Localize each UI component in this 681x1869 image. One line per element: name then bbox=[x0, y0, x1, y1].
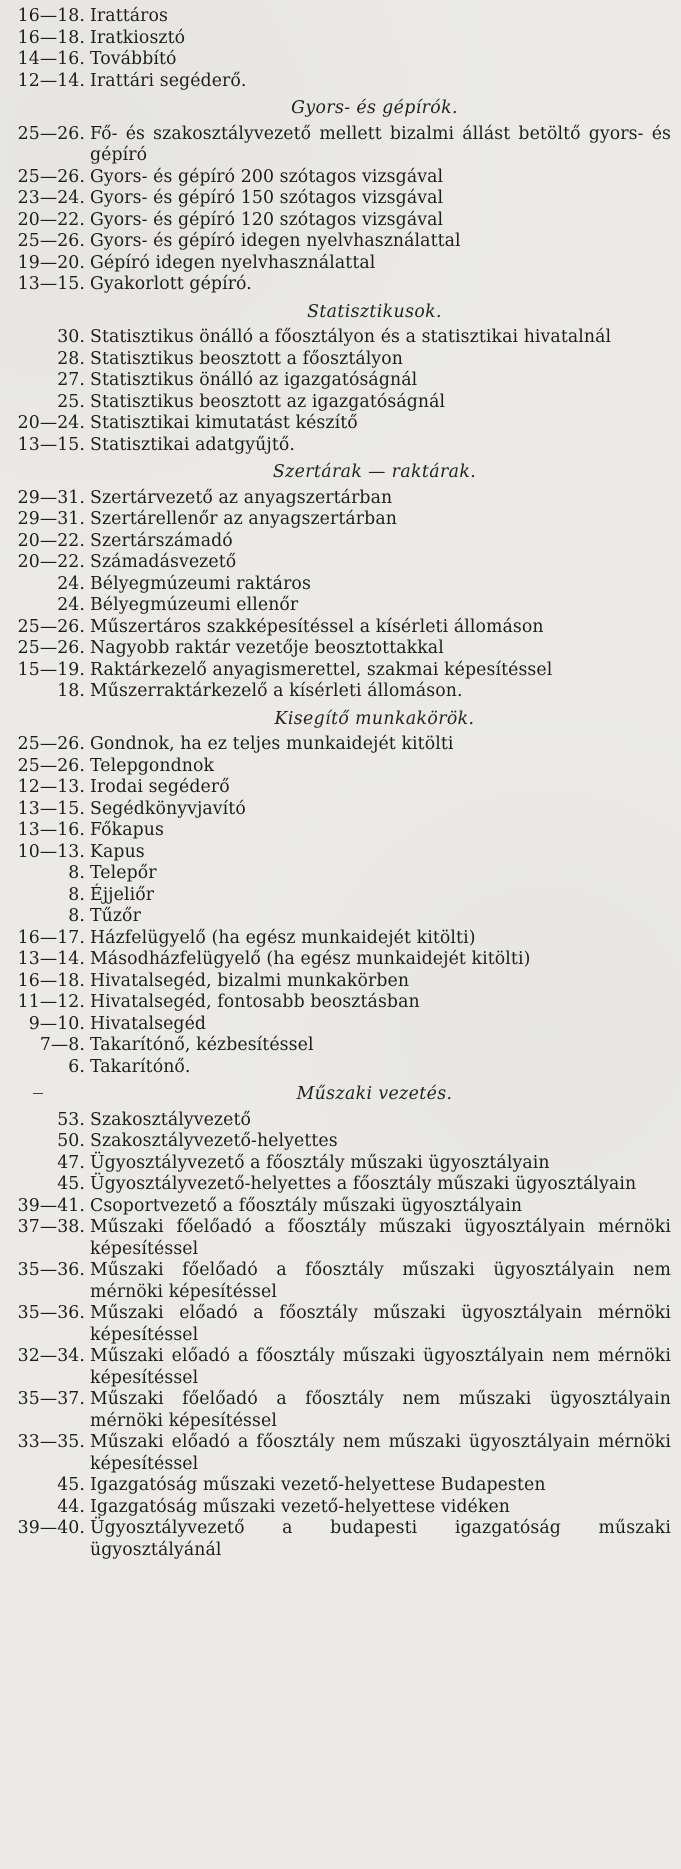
list-item bbox=[6, 1035, 673, 1057]
list-item bbox=[6, 49, 673, 71]
section-heading: Statisztikusok. bbox=[307, 301, 442, 322]
grade-number: 24. bbox=[57, 595, 85, 615]
list-item bbox=[6, 231, 673, 253]
grade-number: 35—36. bbox=[17, 1260, 85, 1280]
position-title: Szertárvezető az anyagszertárban bbox=[90, 487, 393, 508]
list-item bbox=[6, 842, 673, 864]
position-title: Főkapus bbox=[90, 820, 164, 840]
section-heading: Műszaki vezetés. bbox=[296, 1084, 453, 1104]
grade-number: 45. bbox=[57, 1475, 85, 1495]
list-item bbox=[6, 1518, 673, 1561]
position-title: Igazgatóság műszaki vezető-helyettese vidéken bbox=[90, 1496, 511, 1517]
position-title: Statisztikus önálló a főosztályon és a statisztikai hivatalnál bbox=[90, 327, 612, 347]
list-item bbox=[6, 595, 673, 617]
grade-number: 11—12. bbox=[17, 992, 85, 1012]
position-title: Ügyosztályvezető-helyettes a főosztály műszaki ügyosztályain bbox=[90, 1174, 637, 1194]
grade-number: 30. bbox=[57, 327, 85, 347]
position-title: Tűzőr bbox=[90, 906, 141, 926]
grade-number: 10—13. bbox=[17, 841, 85, 862]
position-title: Bélyegmúzeumi ellenőr bbox=[90, 595, 299, 615]
position-title: Éjjeliőr bbox=[90, 884, 155, 905]
grade-number: 13—15. bbox=[17, 434, 85, 455]
position-title: Statisztikus beosztott az igazgatóságnál bbox=[90, 391, 446, 412]
position-title: Irodai segéderő bbox=[90, 777, 230, 797]
position-title: Műszaki előadó a főosztály nem műszaki ügyosztályain mérnöki képesítéssel bbox=[90, 1432, 671, 1474]
list-item bbox=[6, 552, 673, 574]
list-item bbox=[6, 1110, 673, 1132]
grade-number: 8. bbox=[68, 863, 85, 883]
position-title: Takarítónő. bbox=[90, 1056, 191, 1077]
position-title: Irattáros bbox=[90, 6, 169, 26]
grade-number: 18. bbox=[57, 681, 85, 701]
grade-number: 25—26. bbox=[17, 616, 85, 637]
margin-dash bbox=[33, 1093, 43, 1094]
list-item bbox=[6, 210, 673, 232]
grade-number: 39—40. bbox=[17, 1518, 85, 1538]
grade-number: 20—22. bbox=[17, 552, 85, 572]
grade-number: 35—37. bbox=[17, 1389, 85, 1409]
grade-number: 33—35. bbox=[17, 1432, 85, 1452]
list-item bbox=[6, 1196, 673, 1218]
list-item bbox=[6, 863, 673, 885]
position-title: Igazgatóság műszaki vezető-helyettese Budapesten bbox=[90, 1475, 546, 1495]
position-title: Szakosztályvezető bbox=[90, 1109, 252, 1130]
grade-number: 20—24. bbox=[17, 413, 85, 433]
position-title: Gyors- és gépíró 200 szótagos vizsgával bbox=[90, 166, 444, 187]
grade-number: 7—8. bbox=[39, 1035, 85, 1055]
grade-number: 20—22. bbox=[17, 209, 85, 230]
list-item bbox=[6, 1303, 673, 1346]
position-title: Műszaki főelőadó a főosztály nem műszaki ügyosztályain mérnöki képesítéssel bbox=[90, 1389, 671, 1431]
grade-number: 16—18. bbox=[17, 27, 85, 48]
list-item bbox=[6, 349, 673, 371]
grade-number: 13—16. bbox=[17, 820, 85, 840]
list-item bbox=[6, 28, 673, 50]
grade-number: 13—15. bbox=[17, 274, 85, 294]
list-item bbox=[6, 885, 673, 907]
position-title: Műszaki főelőadó a főosztály műszaki ügyosztályain nem mérnöki képesítéssel bbox=[90, 1260, 671, 1302]
list-item bbox=[6, 1217, 673, 1260]
grade-number: 13—15. bbox=[17, 798, 85, 819]
grade-number: 16—18. bbox=[17, 6, 85, 26]
list-item bbox=[6, 188, 673, 210]
position-title: Gyors- és gépíró idegen nyelvhasználattal bbox=[90, 231, 461, 251]
section-heading: Kisegítő munkakörök. bbox=[274, 708, 475, 729]
list-item bbox=[6, 1153, 673, 1175]
position-title: Statisztikai kimutatást készítő bbox=[90, 413, 358, 433]
grade-number: 8. bbox=[68, 884, 85, 905]
grade-number: 19—20. bbox=[17, 252, 85, 273]
grade-number: 9—10. bbox=[28, 1013, 85, 1034]
grade-number: 12—13. bbox=[17, 777, 85, 797]
position-title: Raktárkezelő anyagismerettel, szakmai képesítéssel bbox=[90, 659, 553, 680]
list-item bbox=[6, 1131, 673, 1153]
list-item bbox=[6, 1057, 673, 1079]
list-item bbox=[6, 167, 673, 189]
list-item bbox=[6, 413, 673, 435]
grade-number: 37—38. bbox=[17, 1217, 85, 1237]
grade-number: 25. bbox=[57, 391, 85, 412]
list-item bbox=[6, 949, 673, 971]
position-title: Számadásvezető bbox=[90, 552, 237, 572]
list-item bbox=[6, 681, 673, 703]
position-title: Szertárszámadó bbox=[90, 530, 233, 551]
list-item bbox=[6, 1432, 673, 1475]
position-title: Gyors- és gépíró 120 szótagos vizsgával bbox=[90, 209, 444, 230]
list-item bbox=[6, 1174, 673, 1196]
position-title: Csoportvezető a főosztály műszaki ügyosztályain bbox=[90, 1195, 523, 1216]
grade-number: 27. bbox=[57, 370, 85, 390]
position-title: Gondnok, ha ez teljes munkaidejét kitölti bbox=[90, 734, 454, 754]
position-title: Ügyosztályvezető a főosztály műszaki ügyosztályain bbox=[90, 1152, 550, 1173]
list-item bbox=[6, 574, 673, 596]
position-title: Segédkönyvjavító bbox=[90, 798, 246, 819]
list-item bbox=[6, 392, 673, 414]
position-title: Műszaki előadó a főosztály műszaki ügyosztályain mérnöki képesítéssel bbox=[90, 1303, 671, 1345]
section-auxiliary bbox=[6, 703, 673, 1079]
position-title: Irattári segéderő. bbox=[90, 70, 247, 91]
list-item bbox=[6, 971, 673, 993]
grade-number: 25—26. bbox=[17, 231, 85, 251]
list-item bbox=[6, 660, 673, 682]
grade-number: 12—14. bbox=[17, 70, 85, 91]
position-title: Házfelügyelő (ha egész munkaidejét kitölti) bbox=[90, 927, 476, 948]
position-title: Szertárellenőr az anyagszertárban bbox=[90, 509, 397, 529]
list-item bbox=[6, 327, 673, 349]
list-item bbox=[6, 531, 673, 553]
grade-number: 39—41. bbox=[17, 1195, 85, 1216]
list-item bbox=[6, 638, 673, 660]
position-title: Bélyegmúzeumi raktáros bbox=[90, 573, 311, 594]
position-title: Gépíró idegen nyelvhasználattal bbox=[90, 252, 376, 273]
grade-number: 8. bbox=[68, 906, 85, 926]
position-title: Hivatalsegéd bbox=[90, 1013, 207, 1034]
list-item bbox=[6, 488, 673, 510]
list-item bbox=[6, 756, 673, 778]
position-title: Műszaki főelőadó a főosztály műszaki ügyosztályain mérnöki képesítéssel bbox=[90, 1217, 671, 1259]
grade-number: 16—17. bbox=[17, 927, 85, 948]
position-title: Hivatalsegéd, bizalmi munkakörben bbox=[90, 970, 410, 991]
grade-number: 28. bbox=[57, 348, 85, 369]
grade-number: 25—26. bbox=[17, 734, 85, 754]
list-item bbox=[6, 734, 673, 756]
grade-number: 25—26. bbox=[17, 755, 85, 776]
list-item bbox=[6, 799, 673, 821]
position-title: Kapus bbox=[90, 841, 145, 862]
grade-number: 6. bbox=[68, 1056, 85, 1077]
list-item bbox=[6, 1346, 673, 1389]
section-records bbox=[6, 6, 673, 92]
grade-number: 53. bbox=[57, 1109, 85, 1130]
position-title: Statisztikai adatgyűjtő. bbox=[90, 434, 295, 455]
list-item bbox=[6, 509, 673, 531]
section-heading: Szertárak — raktárak. bbox=[272, 462, 477, 482]
position-title: Telepgondnok bbox=[90, 755, 215, 776]
section-technical-management bbox=[6, 1078, 673, 1561]
grade-number: 44. bbox=[57, 1496, 85, 1517]
list-item bbox=[6, 820, 673, 842]
grade-number: 29—31. bbox=[17, 487, 85, 508]
grade-number: 15—19. bbox=[17, 659, 85, 680]
list-item bbox=[6, 1475, 673, 1497]
grade-number: 35—36. bbox=[17, 1303, 85, 1323]
list-item bbox=[6, 274, 673, 296]
list-item bbox=[6, 71, 673, 93]
grade-number: 20—22. bbox=[17, 530, 85, 551]
section-statisticians bbox=[6, 296, 673, 457]
grade-number: 24. bbox=[57, 573, 85, 594]
position-title: Statisztikus beosztott a főosztályon bbox=[90, 348, 404, 369]
list-item bbox=[6, 1497, 673, 1519]
list-item bbox=[6, 1260, 673, 1303]
position-title: Hivatalsegéd, fontosabb beosztásban bbox=[90, 992, 420, 1012]
grade-number: 45. bbox=[57, 1174, 85, 1194]
list-item bbox=[6, 370, 673, 392]
position-title: Iratkiosztó bbox=[90, 27, 186, 48]
grade-number: 14—16. bbox=[17, 49, 85, 69]
position-title: Ügyosztályvezető a budapesti igazgatóság műszaki ügyosztályánál bbox=[90, 1518, 671, 1560]
list-item bbox=[6, 253, 673, 275]
list-item bbox=[6, 928, 673, 950]
position-title: Másodházfelügyelő (ha egész munkaidejét kitölti) bbox=[90, 949, 531, 969]
grade-number: 25—26. bbox=[17, 638, 85, 658]
list-item bbox=[6, 1014, 673, 1036]
position-title: Gyakorlott gépíró. bbox=[90, 274, 252, 294]
list-item bbox=[6, 6, 673, 28]
position-title: Műszertáros szakképesítéssel a kísérleti állomáson bbox=[90, 616, 544, 637]
position-title: Statisztikus önálló az igazgatóságnál bbox=[90, 370, 418, 390]
list-item bbox=[6, 777, 673, 799]
grade-number: 47. bbox=[57, 1152, 85, 1173]
grade-number: 25—26. bbox=[17, 123, 85, 144]
section-typists bbox=[6, 92, 673, 296]
grade-number: 50. bbox=[57, 1131, 85, 1151]
position-title: Szakosztályvezető-helyettes bbox=[90, 1131, 338, 1151]
grade-number: 25—26. bbox=[17, 166, 85, 187]
list-item bbox=[6, 1389, 673, 1432]
position-title: Gyors- és gépíró 150 szótagos vizsgával bbox=[90, 188, 444, 208]
grade-number: 29—31. bbox=[17, 509, 85, 529]
list-item bbox=[6, 617, 673, 639]
list-item bbox=[6, 906, 673, 928]
position-title: Továbbító bbox=[90, 49, 177, 69]
grade-number: 32—34. bbox=[17, 1346, 85, 1366]
section-heading: Gyors- és gépírók. bbox=[291, 98, 458, 118]
position-title: Telepőr bbox=[90, 863, 157, 883]
list-item bbox=[6, 435, 673, 457]
position-title: Fő- és szakosztályvezető mellett bizalmi állást betöltő gyors- és gépíró bbox=[90, 123, 671, 165]
grade-number: 13—14. bbox=[17, 949, 85, 969]
section-storerooms bbox=[6, 456, 673, 703]
list-item bbox=[6, 992, 673, 1014]
grade-number: 23—24. bbox=[17, 188, 85, 208]
position-title: Műszerraktárkezelő a kísérleti állomáson. bbox=[90, 681, 463, 701]
position-title: Nagyobb raktár vezetője beosztottakkal bbox=[90, 638, 444, 658]
list-item bbox=[6, 124, 673, 167]
position-title: Takarítónő, kézbesítéssel bbox=[90, 1035, 314, 1055]
position-title: Műszaki előadó a főosztály műszaki ügyosztályain nem mérnöki képesítéssel bbox=[90, 1346, 671, 1388]
grade-number: 16—18. bbox=[17, 970, 85, 991]
